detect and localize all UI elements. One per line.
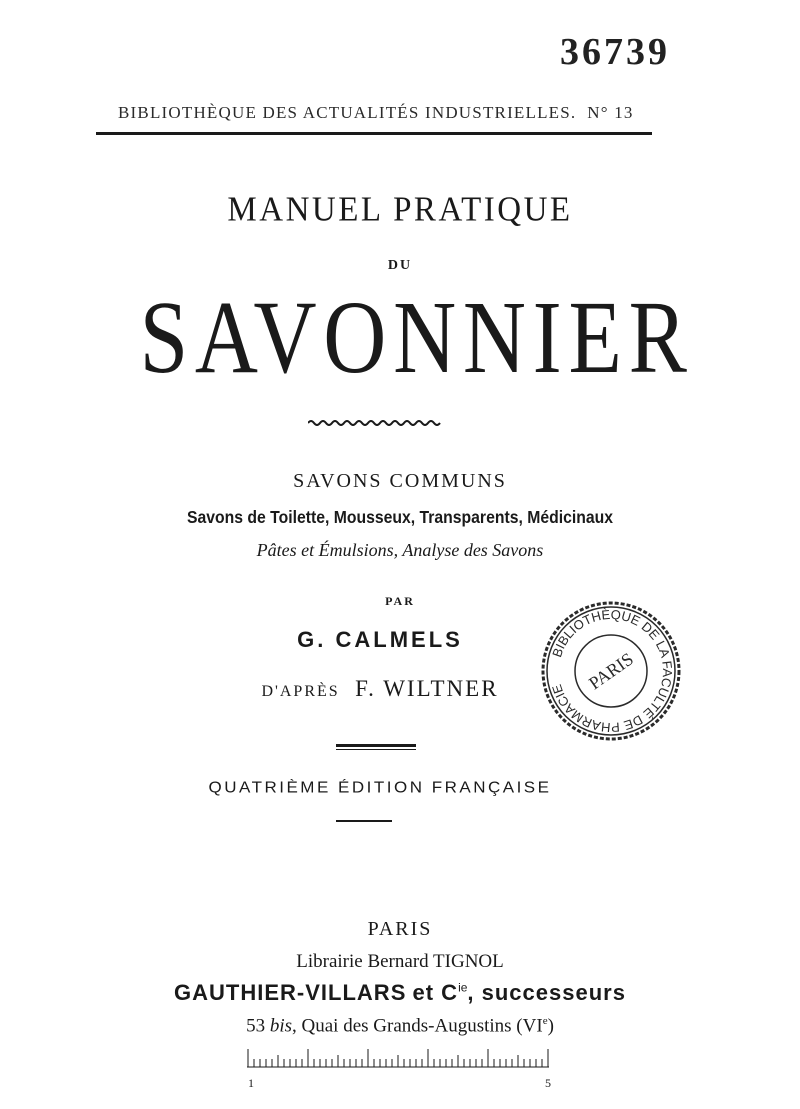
imprint-address [0,1015,800,1037]
edition-line: QUATRIÈME ÉDITION FRANÇAISE [208,779,552,797]
ornament-rule-thick [336,744,416,747]
ornament-rule-thin [336,749,416,750]
ornament-rule-short [336,820,392,822]
subtitle-line-1: SAVONS COMMUNS [293,470,507,492]
imprint-city: PARIS [367,918,433,940]
imprint-publisher [0,980,800,1006]
par-label: PAR [385,594,415,608]
address-end: ) [547,1015,554,1037]
main-title: SAVONNIER [139,280,694,395]
library-stamp [537,597,685,745]
author-name: G. CALMELS [297,627,463,652]
title-line-1: MANUEL PRATIQUE [227,191,573,229]
stamp-center-text: PARIS [585,648,637,694]
scale-ruler [245,1045,555,1091]
subtitle-line-2: Savons de Toilette, Mousseux, Transparents, Médicinaux [187,507,613,527]
publisher-name: GAUTHIER-VILLARS [174,980,407,1005]
address-number: 53 [246,1015,266,1037]
address-bis: bis [269,1015,293,1037]
after-name: F. WILTNER [355,676,499,701]
address-street: , Quai des Grands-Augustins (VI [292,1015,543,1037]
address-sup: e [542,1015,548,1027]
header-rule [96,132,652,135]
title-line-2: DU [387,258,413,273]
publisher-tail: , successeurs [467,980,626,1005]
after-prefix: D'APRÈS [261,683,340,700]
series-number: N° 13 [587,103,634,122]
publisher-sup: ie [458,980,468,995]
scale-label-start: 1 [248,1076,254,1090]
subtitle-line-3: Pâtes et Émulsions, Analyse des Savons [256,540,544,560]
imprint-librairie: Librairie Bernard TIGNOL [296,951,504,972]
publisher-et: et C [412,980,459,1005]
scale-label-end: 5 [545,1076,551,1090]
accession-number: 36739 [560,31,670,73]
wavy-ornament [308,418,442,428]
series-header [118,103,638,123]
series-title: BIBLIOTHÈQUE DES ACTUALITÉS INDUSTRIELLES. [118,103,577,122]
stamp-ring-text: BIBLIOTHÈQUE DE LA FACULTÉ DE PHARMACIE [548,606,676,736]
